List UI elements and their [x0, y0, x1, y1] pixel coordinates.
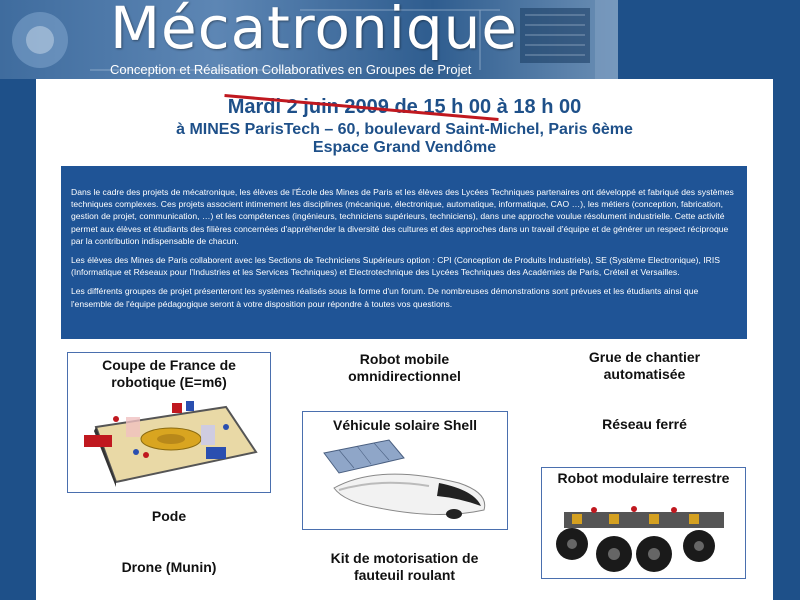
project-coupe-label: Coupe de France de robotique (E=m6): [102, 357, 236, 390]
project-robot-modulaire-label: Robot modulaire terrestre: [557, 470, 730, 486]
project-pode: Pode: [151, 508, 187, 524]
struck-date: [228, 96, 389, 119]
description-paragraph-1: Dans le cadre des projets de mécatronique, les élèves de l'École des Mines de Paris et les élèves des Lycées Techniques partenaires ont développé et fabriqué des systèmes techniques complexes. Ces projets associent intimement les disciplines (mécanique, électronique, automatique, informatique, CAO …), les métiers (conception, fabrication, gestion de projet, communication, …) et les compétences (ingénieurs, techniciens supérieurs, techniciens), dans une approche voulue résolument industrielle. Cette activité permet aux élèves et étudiants des filières concernées d'appréhender la diversité des cultures et des approches dans un travail d'équipe et de générer un respect réciproque par la contribution indispensable de chacun.: [71, 187, 734, 246]
description-box: [61, 166, 747, 339]
project-grue: Grue de chantier automatisée: [588, 349, 701, 382]
modular-robot-image: [554, 504, 734, 578]
event-time: de 15 h 00 à 18 h 00: [388, 96, 582, 118]
banner-title: Mécatronique: [110, 0, 519, 62]
description-paragraph-2: Les élèves des Mines de Paris collaborent avec les Sections de Techniciens Supérieurs option : CPI (Conception de Produits Industriels), SE (Système Electronique), IRIS (Informatique et Réseaux pour l'Industries et les Services Techniques) et Electrotechnique des Lycées Techniques des Académies de Paris, Créteil et Versailles.: [71, 255, 720, 278]
robot-arena-image: [76, 397, 262, 487]
header-banner: [0, 0, 618, 79]
project-card-vehicule: [302, 411, 508, 530]
project-robot-mobile: Robot mobile omnidirectionnel: [348, 351, 461, 384]
project-reseau: Réseau ferré: [602, 416, 687, 432]
banner-subtitle: Conception et Réalisation Collaboratives en Groupes de Projet: [110, 62, 472, 77]
solar-vehicle-image: [319, 438, 494, 526]
content-panel: [36, 79, 773, 600]
project-vehicule-label: Véhicule solaire Shell: [333, 417, 477, 433]
project-kit: Kit de motorisation de fauteuil roulant: [330, 550, 479, 583]
event-venue: Espace Grand Vendôme: [312, 139, 497, 156]
project-card-robot-modulaire: [541, 467, 746, 579]
struck-date-text: Mardi 2 juin 2009: [227, 96, 389, 118]
description-paragraph-3: Les différents groupes de projet présenteront les systèmes réalisés sous la forme d'un forum. De nombreuses démonstrations sont prévues et les étudiants ainsi que l'ensemble de l'équipe pédagogique seront à votre disposition pour répondre à toutes vos questions.: [71, 286, 699, 309]
event-location: à MINES ParisTech – 60, boulevard Saint-Michel, Paris 6ème: [176, 121, 633, 138]
right-background: [618, 0, 800, 79]
project-card-coupe: [67, 352, 271, 493]
event-date-line: [36, 96, 773, 119]
project-drone: Drone (Munin): [121, 559, 217, 575]
